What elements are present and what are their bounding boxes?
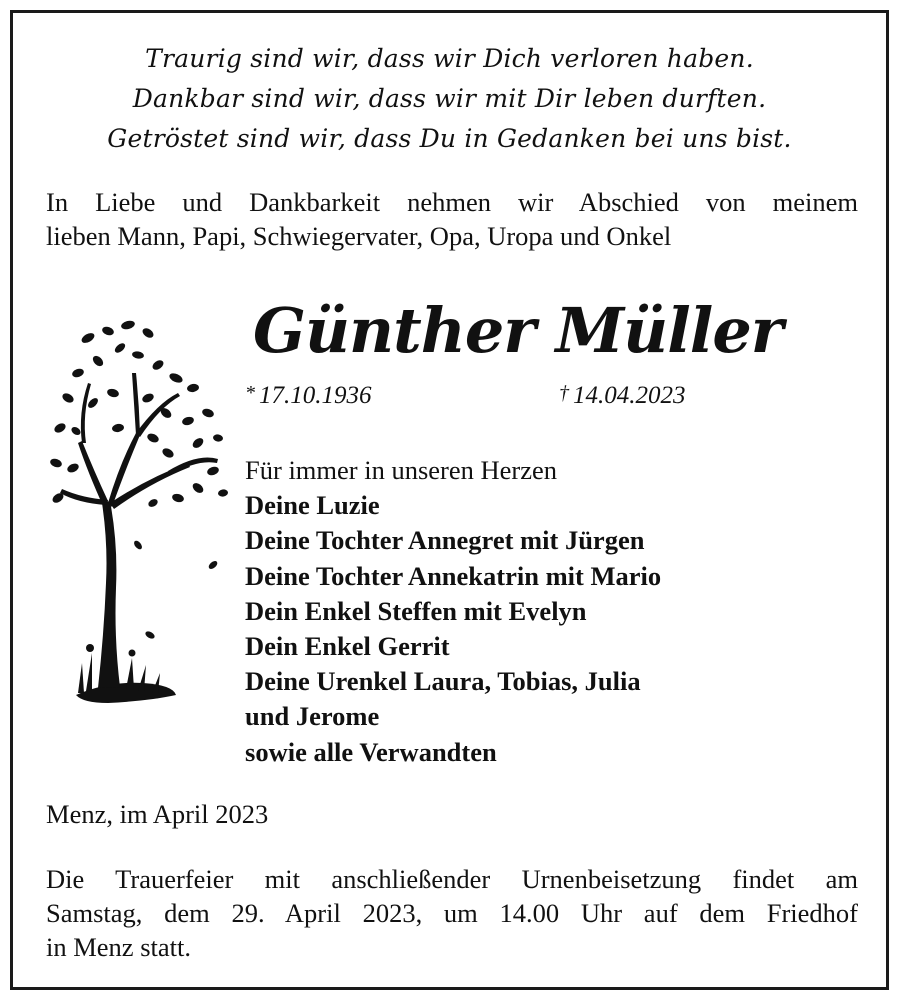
memorial-verse [13, 39, 886, 159]
mourners-heading: Für immer in unseren Herzen [245, 455, 558, 485]
intro-text [46, 185, 858, 253]
birth-date-line [245, 378, 372, 411]
service-line-2: Samstag, dem 29. April 2023, um 14.00 Uhr auf dem Friedhof [46, 898, 858, 928]
place-date: Menz, im April 2023 [46, 799, 269, 829]
obituary-frame [10, 10, 889, 990]
verse-line-2: Dankbar sind wir, dass wir mit Dir leben durften. [132, 84, 767, 113]
death-date-line [559, 378, 686, 411]
verse-line-3: Getröstet sind wir, dass Du in Gedanken bei uns bist. [107, 124, 792, 153]
mourner-line: sowie alle Verwandten [245, 736, 497, 767]
death-symbol: † [559, 382, 569, 404]
death-date: 14.04.2023 [573, 382, 686, 409]
intro-line-1: In Liebe und Dankbarkeit nehmen wir Abschied von meinem [46, 187, 858, 217]
tree-illustration [48, 303, 228, 723]
mourners-list [245, 453, 661, 770]
mourner-line: Deine Tochter Annekatrin mit Mario [245, 560, 662, 591]
verse-line-1: Traurig sind wir, dass wir Dich verloren haben. [145, 44, 754, 73]
mourner-line: Dein Enkel Gerrit [245, 631, 450, 662]
birth-symbol: * [245, 382, 255, 404]
mourner-line: und Jerome [245, 701, 380, 732]
service-line-3: in Menz statt. [46, 932, 191, 962]
intro-line-2: lieben Mann, Papi, Schwiegervater, Opa, Uropa und Onkel [46, 221, 672, 251]
mourner-line: Deine Tochter Annegret mit Jürgen [245, 525, 645, 556]
mourner-line: Dein Enkel Steffen mit Evelyn [245, 595, 587, 626]
mourner-line: Deine Luzie [245, 490, 380, 521]
funeral-service-text [46, 862, 858, 964]
deceased-name: Günther Müller [253, 294, 783, 367]
birth-date: 17.10.1936 [259, 382, 372, 409]
mourner-line: Deine Urenkel Laura, Tobias, Julia [245, 666, 641, 697]
service-line-1: Die Trauerfeier mit anschließender Urnenbeisetzung findet am [46, 864, 858, 894]
